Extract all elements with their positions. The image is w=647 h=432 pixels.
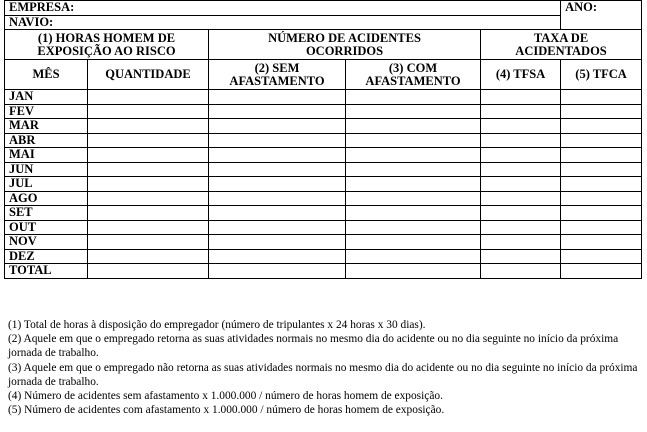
table-row bbox=[5, 235, 642, 250]
sem-afastamento-cell[interactable] bbox=[209, 235, 346, 250]
header-line: EXPOSIÇÃO AO RISCO bbox=[37, 43, 176, 58]
com-afastamento-cell[interactable] bbox=[346, 249, 481, 264]
accident-statistics-form bbox=[4, 0, 642, 279]
quantidade-cell[interactable] bbox=[88, 249, 209, 264]
ano-label: ANO: bbox=[565, 0, 598, 14]
com-afastamento-cell[interactable] bbox=[346, 90, 481, 105]
sem-afastamento-cell[interactable] bbox=[209, 206, 346, 221]
com-afastamento-column-header bbox=[346, 60, 481, 90]
quantidade-cell[interactable] bbox=[88, 162, 209, 177]
header-line: AFASTAMENTO bbox=[365, 73, 461, 88]
navio-field[interactable] bbox=[5, 15, 561, 30]
header-line: AFASTAMENTO bbox=[229, 73, 325, 88]
footnotes bbox=[8, 318, 644, 417]
tfca-cell[interactable] bbox=[561, 133, 642, 148]
com-afastamento-cell[interactable] bbox=[346, 162, 481, 177]
com-afastamento-cell[interactable] bbox=[346, 119, 481, 134]
tfsa-cell[interactable] bbox=[481, 235, 561, 250]
quantidade-cell[interactable] bbox=[88, 220, 209, 235]
tfsa-cell[interactable] bbox=[481, 206, 561, 221]
com-afastamento-cell[interactable] bbox=[346, 235, 481, 250]
header-line: (2) SEM bbox=[254, 60, 300, 75]
sem-afastamento-cell[interactable] bbox=[209, 191, 346, 206]
sem-afastamento-cell[interactable] bbox=[209, 249, 346, 264]
tfsa-column-header: (4) TFSA bbox=[481, 60, 561, 90]
quantidade-cell[interactable] bbox=[88, 191, 209, 206]
tfca-cell[interactable] bbox=[561, 148, 642, 163]
empresa-label: EMPRESA: bbox=[9, 0, 75, 15]
horas-homem-group-header bbox=[5, 30, 209, 60]
tfsa-cell[interactable] bbox=[481, 104, 561, 119]
tfca-cell[interactable] bbox=[561, 191, 642, 206]
quantidade-cell[interactable] bbox=[88, 119, 209, 134]
sem-afastamento-cell[interactable] bbox=[209, 119, 346, 134]
sem-afastamento-cell[interactable] bbox=[209, 90, 346, 105]
tfsa-cell[interactable] bbox=[481, 148, 561, 163]
table-row bbox=[5, 264, 642, 279]
tfca-cell[interactable] bbox=[561, 162, 642, 177]
tfca-cell[interactable] bbox=[561, 220, 642, 235]
table-row bbox=[5, 191, 642, 206]
table-row bbox=[5, 148, 642, 163]
header-line: TAXA DE bbox=[533, 30, 589, 45]
mes-cell: OUT bbox=[5, 220, 88, 235]
header-line: OCORRIDOS bbox=[305, 43, 384, 58]
com-afastamento-cell[interactable] bbox=[346, 220, 481, 235]
footnote-5: (5) Número de acidentes com afastamento x 1.000.000 / número de horas homem de exposição. bbox=[8, 404, 445, 417]
sem-afastamento-cell[interactable] bbox=[209, 104, 346, 119]
table-row bbox=[5, 90, 642, 105]
table-row bbox=[5, 249, 642, 264]
quantidade-cell[interactable] bbox=[88, 90, 209, 105]
sem-afastamento-cell[interactable] bbox=[209, 177, 346, 192]
header-line: (3) COM bbox=[388, 60, 438, 75]
tfsa-cell[interactable] bbox=[481, 133, 561, 148]
quantidade-cell[interactable] bbox=[88, 133, 209, 148]
quantidade-cell[interactable] bbox=[88, 264, 209, 279]
sem-afastamento-column-header bbox=[209, 60, 346, 90]
tfsa-cell[interactable] bbox=[481, 177, 561, 192]
empresa-field[interactable] bbox=[5, 1, 561, 16]
tfca-cell[interactable] bbox=[561, 249, 642, 264]
com-afastamento-cell[interactable] bbox=[346, 264, 481, 279]
quantidade-cell[interactable] bbox=[88, 235, 209, 250]
sem-afastamento-cell[interactable] bbox=[209, 220, 346, 235]
tfca-cell[interactable] bbox=[561, 264, 642, 279]
footnote-4: (4) Número de acidentes sem afastamento x 1.000.000 / número de horas homem de exposição. bbox=[8, 390, 443, 403]
tfsa-cell[interactable] bbox=[481, 220, 561, 235]
mes-cell: JUN bbox=[5, 162, 88, 177]
mes-cell: JAN bbox=[5, 90, 88, 105]
table-row bbox=[5, 162, 642, 177]
header-line: (1) HORAS HOMEM DE bbox=[37, 30, 176, 45]
navio-label: NAVIO: bbox=[9, 15, 54, 29]
quantidade-cell[interactable] bbox=[88, 104, 209, 119]
com-afastamento-cell[interactable] bbox=[346, 133, 481, 148]
mes-cell: FEV bbox=[5, 104, 88, 119]
quantidade-column-header: QUANTIDADE bbox=[88, 60, 209, 90]
mes-cell: JUL bbox=[5, 177, 88, 192]
quantidade-cell[interactable] bbox=[88, 206, 209, 221]
quantidade-cell[interactable] bbox=[88, 177, 209, 192]
tfsa-cell[interactable] bbox=[481, 264, 561, 279]
mes-column-header: MÊS bbox=[5, 60, 88, 90]
tfca-cell[interactable] bbox=[561, 206, 642, 221]
mes-cell: MAI bbox=[5, 148, 88, 163]
com-afastamento-cell[interactable] bbox=[346, 206, 481, 221]
sem-afastamento-cell[interactable] bbox=[209, 162, 346, 177]
tfca-cell[interactable] bbox=[561, 119, 642, 134]
header-line: ACIDENTADOS bbox=[515, 43, 607, 58]
taxa-acidentados-group-header bbox=[481, 30, 642, 60]
quantidade-cell[interactable] bbox=[88, 148, 209, 163]
tfsa-cell[interactable] bbox=[481, 249, 561, 264]
table-row bbox=[5, 133, 642, 148]
mes-cell: TOTAL bbox=[5, 264, 88, 279]
table-row bbox=[5, 104, 642, 119]
mes-cell: AGO bbox=[5, 191, 88, 206]
footnote-2: (2) Aquele em que o empregado retorna as suas atividades normais no mesmo dia do acidente ou no dia seguinte no início da próxima jornada de trabalho. bbox=[8, 333, 619, 360]
table-row bbox=[5, 220, 642, 235]
tfsa-cell[interactable] bbox=[481, 90, 561, 105]
tfsa-cell[interactable] bbox=[481, 191, 561, 206]
header-line: NÚMERO DE ACIDENTES bbox=[268, 30, 421, 45]
tfca-cell[interactable] bbox=[561, 235, 642, 250]
tfsa-cell[interactable] bbox=[481, 162, 561, 177]
mes-cell: DEZ bbox=[5, 249, 88, 264]
table-row bbox=[5, 206, 642, 221]
com-afastamento-cell[interactable] bbox=[346, 177, 481, 192]
tfca-column-header: (5) TFCA bbox=[561, 60, 642, 90]
mes-cell: ABR bbox=[5, 133, 88, 148]
tfca-cell[interactable] bbox=[561, 90, 642, 105]
table-row bbox=[5, 177, 642, 192]
com-afastamento-cell[interactable] bbox=[346, 104, 481, 119]
sem-afastamento-cell[interactable] bbox=[209, 264, 346, 279]
sem-afastamento-cell[interactable] bbox=[209, 148, 346, 163]
footnote-3: (3) Aquele em que o empregado não retorna as suas atividades normais no mesmo dia do acidente ou no dia seguinte no início da próxima jornada de trabalho. bbox=[8, 361, 638, 388]
footnote-1: (1) Total de horas à disposição do empregador (número de tripulantes x 24 horas x 30 dias). bbox=[8, 319, 426, 331]
tfca-cell[interactable] bbox=[561, 104, 642, 119]
mes-cell: SET bbox=[5, 206, 88, 221]
numero-acidentes-group-header bbox=[209, 30, 481, 60]
com-afastamento-cell[interactable] bbox=[346, 191, 481, 206]
sem-afastamento-cell[interactable] bbox=[209, 133, 346, 148]
table-row bbox=[5, 119, 642, 134]
mes-cell: NOV bbox=[5, 235, 88, 250]
ano-field[interactable] bbox=[561, 1, 642, 30]
com-afastamento-cell[interactable] bbox=[346, 148, 481, 163]
tfca-cell[interactable] bbox=[561, 177, 642, 192]
mes-cell: MAR bbox=[5, 119, 88, 134]
tfsa-cell[interactable] bbox=[481, 119, 561, 134]
